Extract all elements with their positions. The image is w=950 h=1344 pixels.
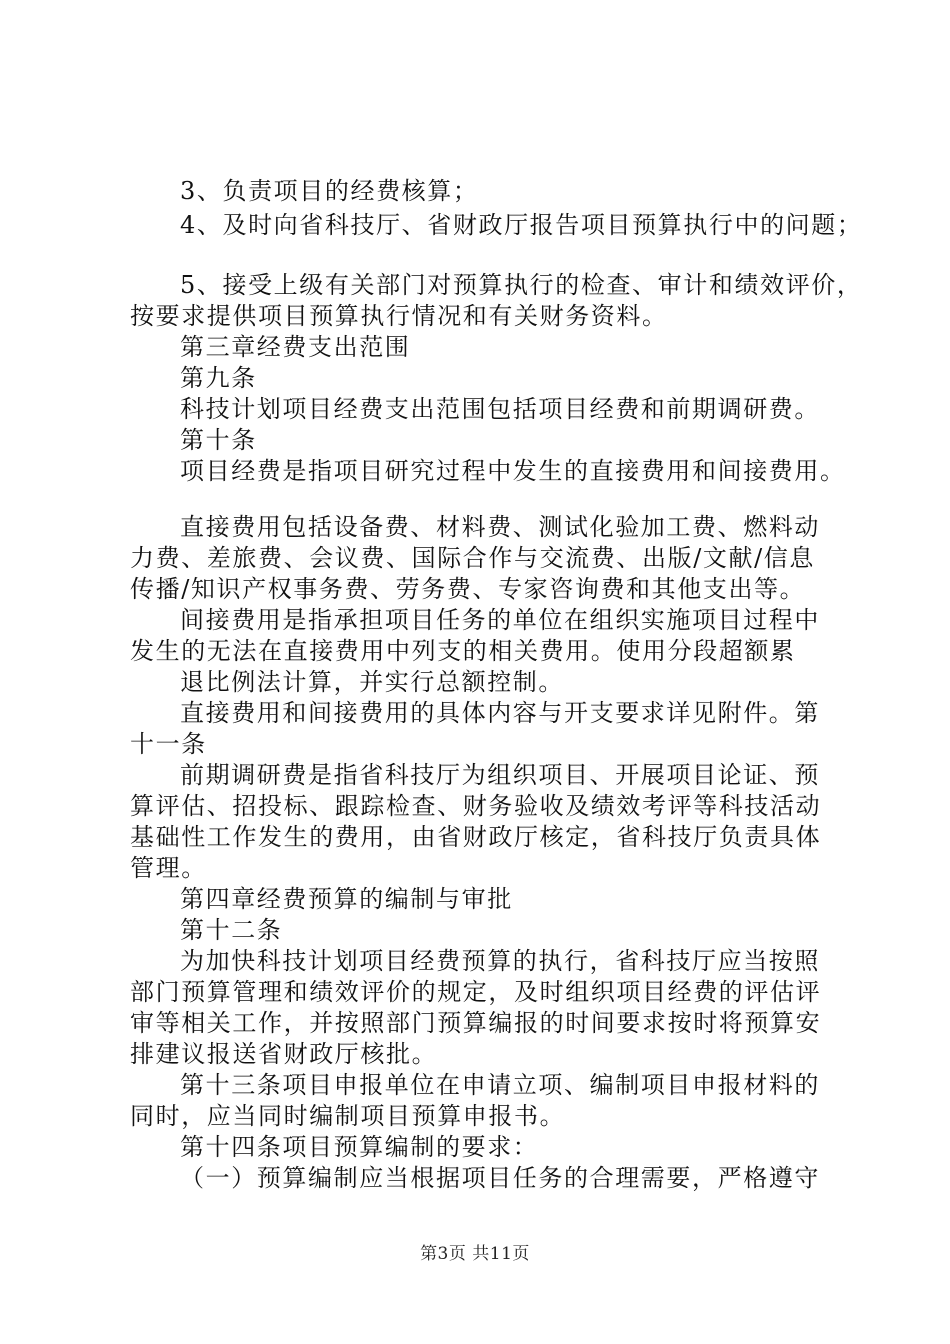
article-heading: 十一条	[130, 730, 207, 758]
paragraph-line: 直接费用包括设备费、材料费、测试化验加工费、燃料动	[180, 513, 820, 541]
paragraph-line: 科技计划项目经费支出范围包括项目经费和前期调研费。	[180, 395, 820, 423]
article-heading: 第十二条	[180, 916, 283, 944]
paragraph-line: 审等相关工作，并按照部门预算编报的时间要求按时将预算安	[130, 1009, 822, 1037]
paragraph-line: 3、负责项目的经费核算；	[180, 177, 479, 205]
paragraph-line: 传播/知识产权事务费、劳务费、专家咨询费和其他支出等。	[130, 575, 806, 603]
chapter-heading: 第四章经费预算的编制与审批	[180, 885, 513, 913]
paragraph-line: （一）预算编制应当根据项目任务的合理需要，严格遵守	[180, 1164, 820, 1192]
paragraph-line: 按要求提供项目预算执行情况和有关财务资料。	[130, 302, 668, 330]
paragraph-line: 力费、差旅费、会议费、国际合作与交流费、出版/文献/信息	[130, 544, 815, 572]
paragraph-line: 管理。	[130, 854, 207, 882]
paragraph-line: 发生的无法在直接费用中列支的相关费用。使用分段超额累	[130, 637, 796, 665]
paragraph-line: 退比例法计算，并实行总额控制。	[180, 668, 564, 696]
paragraph-line: 为加快科技计划项目经费预算的执行，省科技厅应当按照	[180, 947, 820, 975]
paragraph-line: 同时，应当同时编制项目预算申报书。	[130, 1102, 566, 1130]
article-heading: 第九条	[180, 364, 257, 392]
article-heading: 第十条	[180, 426, 257, 454]
paragraph-line: 排建议报送省财政厅核批。	[130, 1040, 438, 1068]
paragraph-line: 5、接受上级有关部门对预算执行的检查、审计和绩效评价，	[180, 271, 863, 299]
paragraph-line: 算评估、招投标、跟踪检查、财务验收及绩效考评等科技活动	[130, 792, 822, 820]
paragraph-line: 第十四条项目预算编制的要求：	[180, 1133, 539, 1161]
paragraph-line: 直接费用和间接费用的具体内容与开支要求详见附件。第	[180, 699, 820, 727]
paragraph-line: 前期调研费是指省科技厅为组织项目、开展项目论证、预	[180, 761, 820, 789]
paragraph-line: 间接费用是指承担项目任务的单位在组织实施项目过程中	[180, 606, 820, 634]
paragraph-line: 项目经费是指项目研究过程中发生的直接费用和间接费用。	[180, 457, 846, 485]
paragraph-line: 4、及时向省科技厅、省财政厅报告项目预算执行中的问题；	[180, 211, 863, 239]
paragraph-line: 第十三条项目申报单位在申请立项、编制项目申报材料的	[180, 1071, 820, 1099]
paragraph-line: 部门预算管理和绩效评价的规定，及时组织项目经费的评估评	[130, 978, 822, 1006]
paragraph-line: 基础性工作发生的费用，由省财政厅核定，省科技厅负责具体	[130, 823, 822, 851]
chapter-heading: 第三章经费支出范围	[180, 333, 411, 361]
page-number-footer: 第3页 共11页	[420, 1244, 530, 1264]
